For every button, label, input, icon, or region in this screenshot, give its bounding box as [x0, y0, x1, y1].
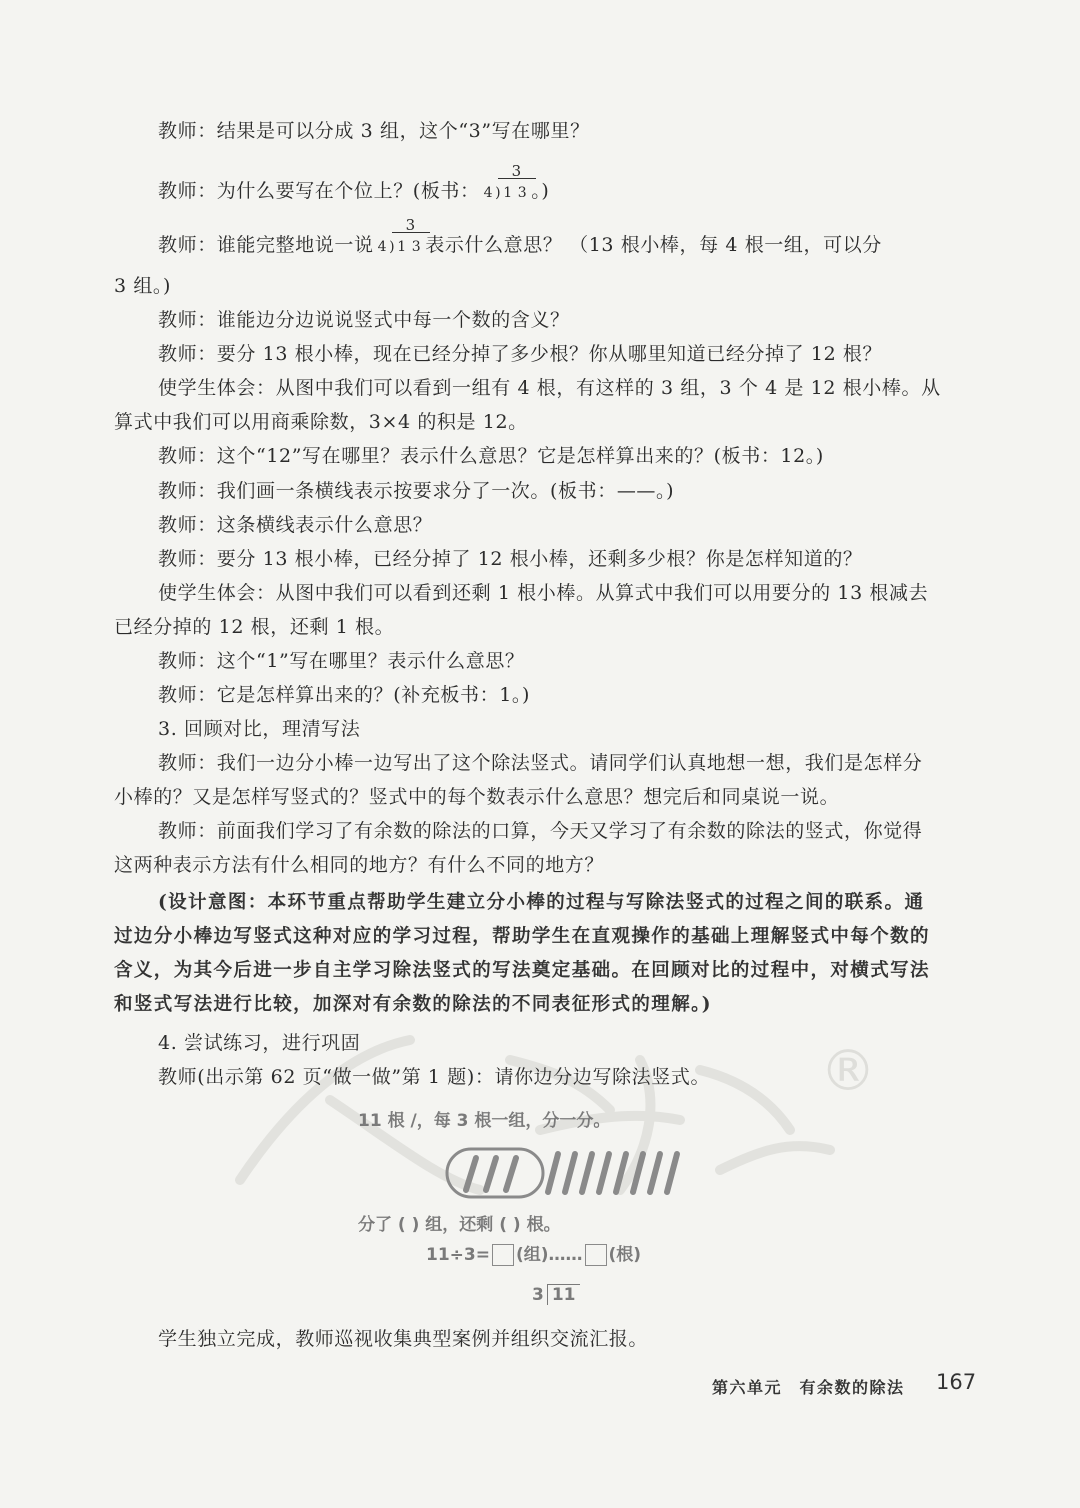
paragraph-line: 教师：谁能边分边说说竖式中每一个数的含义？ [158, 309, 570, 331]
division-dividend: 1 3 [503, 185, 528, 201]
paragraph-line: 这两种表示方法有什么相同的地方？有什么不同的地方？ [114, 854, 605, 876]
paragraph-line: 教师：我们画一条横线表示按要求分了一次。(板书：——。) [158, 480, 675, 502]
paragraph-line: 教师：这个“12”写在哪里？表示什么意思？它是怎样算出来的？(板书：12。) [158, 445, 824, 467]
stick [633, 1154, 643, 1192]
text-span: 教师：谁能完整地说一说 [158, 234, 374, 256]
stick [650, 1154, 660, 1192]
equation-left: 11÷3= [426, 1245, 490, 1265]
exercise-figure [340, 1098, 760, 1318]
stick [667, 1154, 677, 1192]
vertical-division-blank [532, 1284, 580, 1305]
chapter-footer: 第六单元 有余数的除法 [712, 1378, 905, 1397]
stick [506, 1158, 516, 1190]
division-quotient: 3 [405, 216, 416, 234]
paragraph-line: 算式中我们可以用商乘除数，3×4 的积是 12。 [114, 411, 528, 433]
stick [466, 1158, 476, 1190]
long-division-notation [377, 216, 422, 260]
paragraph-line: 教师(出示第 62 页“做一做”第 1 题)：请你边分边写除法竖式。 [158, 1066, 711, 1088]
text-span: 表示什么意思？ （13 根小棒，每 4 根一组，可以分 [425, 234, 882, 256]
division-dividend: 1 3 [397, 239, 422, 255]
division-divisor: 4 [483, 185, 494, 201]
paragraph-line: 已经分掉的 12 根，还剩 1 根。 [114, 616, 395, 638]
paragraph-line: 教师：前面我们学习了有余数的除法的口算，今天又学习了有余数的除法的竖式，你觉得 [158, 820, 923, 842]
design-note-line: 含义，为其今后进一步自主学习除法竖式的写法奠定基础。在回顾对比的过程中，对横式写法 [114, 960, 930, 981]
paragraph-line-with-division [158, 216, 882, 260]
figure-caption: 11 根 /，每 3 根一组，分一分。 [358, 1111, 611, 1131]
paragraph-line: 教师：结果是可以分成 3 组，这个“3”写在哪里？ [158, 120, 590, 142]
division-quotient: 3 [511, 162, 522, 180]
unit-group-label: (组)…… [515, 1245, 583, 1265]
paragraph-line: 3 组。) [114, 275, 172, 297]
long-division-notation [483, 162, 528, 206]
section-heading: 4. 尝试练习，进行巩固 [158, 1032, 361, 1054]
paragraph-line: 教师：这个“1”写在哪里？表示什么意思？ [158, 650, 525, 672]
division-bar [498, 178, 536, 179]
page-number: 167 [936, 1370, 977, 1394]
paragraph-line: 教师：要分 13 根小棒，现在已经分掉了多少根？你从哪里知道已经分掉了 12 根？ [158, 343, 883, 365]
answer-box-group[interactable] [492, 1244, 514, 1266]
text-span: 。) [531, 180, 550, 202]
stick [486, 1158, 496, 1190]
unit-stick-label: (根) [608, 1245, 642, 1265]
answer-prompt: 分了 ( ) 组，还剩 ( ) 根。 [358, 1215, 561, 1235]
stick [599, 1154, 609, 1192]
paragraph-line: 使学生体会：从图中我们可以看到一组有 4 根，有这样的 3 组，3 个 4 是 12 根小棒。从 [158, 377, 941, 399]
paragraph-line: 小棒的？又是怎样写竖式的？竖式中的每个数表示什么意思？想完后和同桌说一说。 [114, 786, 840, 808]
paragraph-line-with-division [158, 162, 550, 206]
division-bracket: ) [389, 239, 396, 255]
paragraph-line: 学生独立完成，教师巡视收集典型案例并组织交流汇报。 [158, 1328, 649, 1350]
vertical-divisor: 3 [532, 1285, 544, 1305]
paragraph-line: 教师：这条横线表示什么意思？ [158, 514, 433, 536]
design-note-line: 过边分小棒边写竖式这种对应的学习过程，帮助学生在直观操作的基础上理解竖式中每个数的 [114, 926, 930, 947]
vertical-dividend: 11 [547, 1284, 580, 1305]
sticks-illustration [444, 1144, 694, 1204]
design-note-line: 和竖式写法进行比较，加深对有余数的除法的不同表征形式的理解。) [114, 994, 712, 1015]
section-heading: 3. 回顾对比，理清写法 [158, 718, 361, 740]
stick [582, 1154, 592, 1192]
paragraph-line: 教师：我们一边分小棒一边写出了这个除法竖式。请同学们认真地想一想，我们是怎样分 [158, 752, 923, 774]
paragraph-line: 教师：要分 13 根小棒，已经分掉了 12 根小棒，还剩多少根？你是怎样知道的？ [158, 548, 863, 570]
division-bar [392, 232, 430, 233]
text-span: 教师：为什么要写在个位上？(板书： [158, 180, 480, 202]
design-note-line: (设计意图：本环节重点帮助学生建立分小棒的过程与写除法竖式的过程之间的联系。通 [158, 892, 925, 913]
registered-mark: ® [820, 1039, 876, 1104]
answer-box-remainder[interactable] [585, 1244, 607, 1266]
division-divisor: 4 [377, 239, 388, 255]
stick [565, 1154, 575, 1192]
division-bracket: ) [495, 185, 502, 201]
stick [616, 1154, 626, 1192]
stick [548, 1154, 558, 1192]
paragraph-line: 使学生体会：从图中我们可以看到还剩 1 根小棒。从算式中我们可以用要分的 13 根减去 [158, 582, 929, 604]
equation-row [426, 1240, 641, 1266]
paragraph-line: 教师：它是怎样算出来的？(补充板书：1。) [158, 684, 531, 706]
